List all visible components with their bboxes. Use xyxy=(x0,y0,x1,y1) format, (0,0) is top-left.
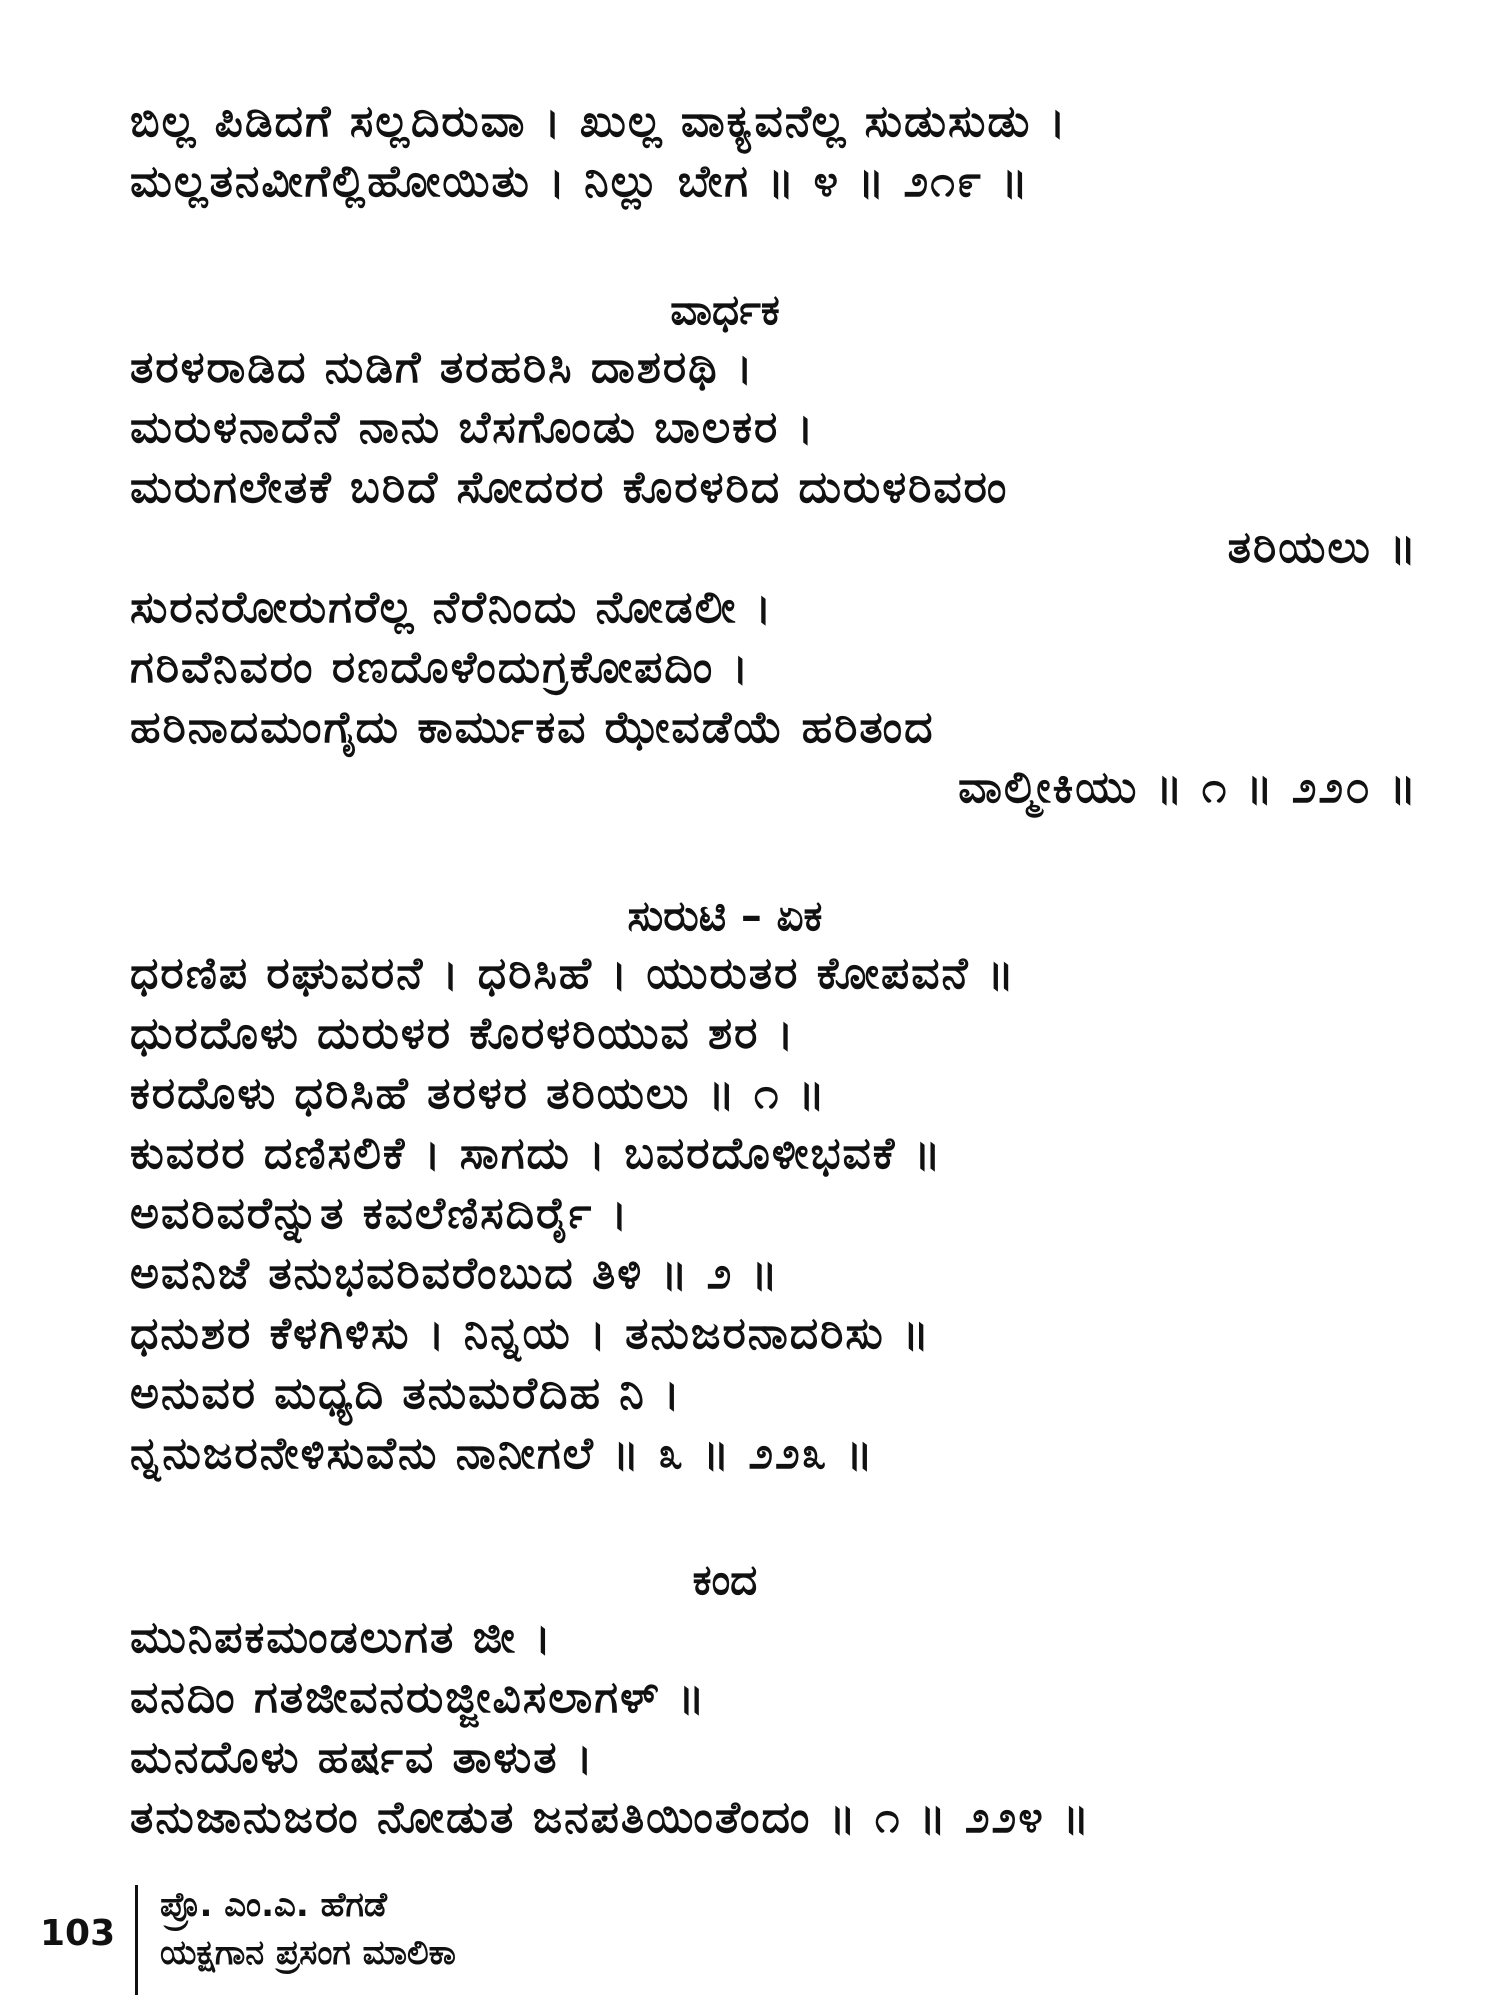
verse-line: ಧನುಶರ ಕೆಳಗಿಳಿಸು । ನಿನ್ನಯ । ತನುಜರನಾದರಿಸು ॥ xyxy=(130,1308,931,1359)
verse-line: ಹರಿನಾದಮಂಗೈದು ಕಾರ್ಮುಕವ ಝೇವಡೆಯೆ ಹರಿತಂದ xyxy=(130,702,935,753)
verse-line: ನ್ನನುಜರನೇಳಿಸುವೆನು ನಾನೀಗಲೆ ॥ ೩ ॥ ೨೨೩ ॥ xyxy=(130,1428,875,1479)
footer-divider xyxy=(135,1885,138,1995)
verse-line: ತನುಜಾನುಜರಂ ನೋಡುತ ಜನಪತಿಯಿಂತೆಂದಂ ॥ ೧ ॥ ೨೨೪ ॥ xyxy=(130,1792,1092,1843)
verse-line: ಮಲ್ಲತನವೀಗೆಲ್ಲಿಹೋಯಿತು । ನಿಲ್ಲು ಬೇಗ ॥ ೪ ॥ ೨೧೯ ॥ xyxy=(130,156,1030,207)
section-heading-vardhaka: ವಾರ್ಧಕ xyxy=(670,285,780,334)
verse-line: ತರಳರಾಡಿದ ನುಡಿಗೆ ತರಹರಿಸಿ ದಾಶರಥಿ । xyxy=(130,342,755,393)
verse-line: ಬಿಲ್ಲ ಪಿಡಿದಗೆ ಸಲ್ಲದಿರುವಾ । ಖುಲ್ಲ ವಾಕ್ಯವನೆಲ್ಲ ಸುಡುಸುಡು । xyxy=(130,96,1068,147)
verse-line: ಅನುವರ ಮಧ್ಯದಿ ತನುಮರೆದಿಹ ನಿ । xyxy=(130,1368,682,1419)
verse-line: ಮರುಳನಾದೆನೆ ನಾನು ಬೆಸಗೊಂಡು ಬಾಲಕರ । xyxy=(130,402,816,453)
verse-line: ಮರುಗಲೇತಕೆ ಬರಿದೆ ಸೋದರರ ಕೊರಳರಿದ ದುರುಳರಿವರಂ xyxy=(130,462,1009,513)
verse-line-continuation: ವಾಲ್ಮೀಕಿಯು ॥ ೧ ॥ ೨೨೦ ॥ xyxy=(958,762,1418,813)
verse-line: ಅವರಿವರೆನ್ನುತ ಕವಲೆಣಿಸದಿರ್ರೈ । xyxy=(130,1188,630,1239)
page-number: 103 xyxy=(40,1913,116,1954)
verse-line: ವನದಿಂ ಗತಜೀವನರುಜ್ಜೀವಿಸಲಾಗಳ್ ॥ xyxy=(130,1672,707,1723)
verse-line: ಧರಣಿಪ ರಘುವರನೆ । ಧರಿಸಿಹೆ । ಯುರುತರ ಕೋಪವನೆ ॥ xyxy=(130,948,1016,999)
verse-line: ಮುನಿಪಕಮಂಡಲುಗತ ಜೀ । xyxy=(130,1612,553,1663)
verse-line-continuation: ತರಿಯಲು ॥ xyxy=(1227,522,1418,573)
verse-line: ಕುವರರ ದಣಿಸಲಿಕೆ । ಸಾಗದು । ಬವರದೊಳೀಭವಕೆ ॥ xyxy=(130,1128,943,1179)
book-title: ಯಕ್ಷಗಾನ ಪ್ರಸಂಗ ಮಾಲಿಕಾ xyxy=(160,1933,456,1973)
verse-line: ಮನದೊಳು ಹರ್ಷವ ತಾಳುತ । xyxy=(130,1732,595,1783)
section-heading-kanda: ಕಂದ xyxy=(692,1555,758,1604)
verse-line: ಅವನಿಜೆ ತನುಭವರಿವರೆಂಬುದ ತಿಳಿ ॥ ೨ ॥ xyxy=(130,1248,780,1299)
verse-line: ಧುರದೊಳು ದುರುಳರ ಕೊರಳರಿಯುವ ಶರ । xyxy=(130,1008,796,1059)
section-heading-suruti: ಸುರುಟಿ – ಏಕ xyxy=(627,891,823,940)
verse-line: ಸುರನರೋರುಗರೆಲ್ಲ ನೆರೆನಿಂದು ನೋಡಲೀ । xyxy=(130,582,774,633)
verse-line: ಕರದೊಳು ಧರಿಸಿಹೆ ತರಳರ ತರಿಯಲು ॥ ೧ ॥ xyxy=(130,1068,827,1119)
verse-line: ಗರಿವೆನಿವರಂ ರಣದೊಳೆಂದುಗ್ರಕೋಪದಿಂ । xyxy=(130,642,751,693)
author-name: ಪ್ರೊ. ಎಂ.ಎ. ಹೆಗಡೆ xyxy=(160,1885,387,1925)
